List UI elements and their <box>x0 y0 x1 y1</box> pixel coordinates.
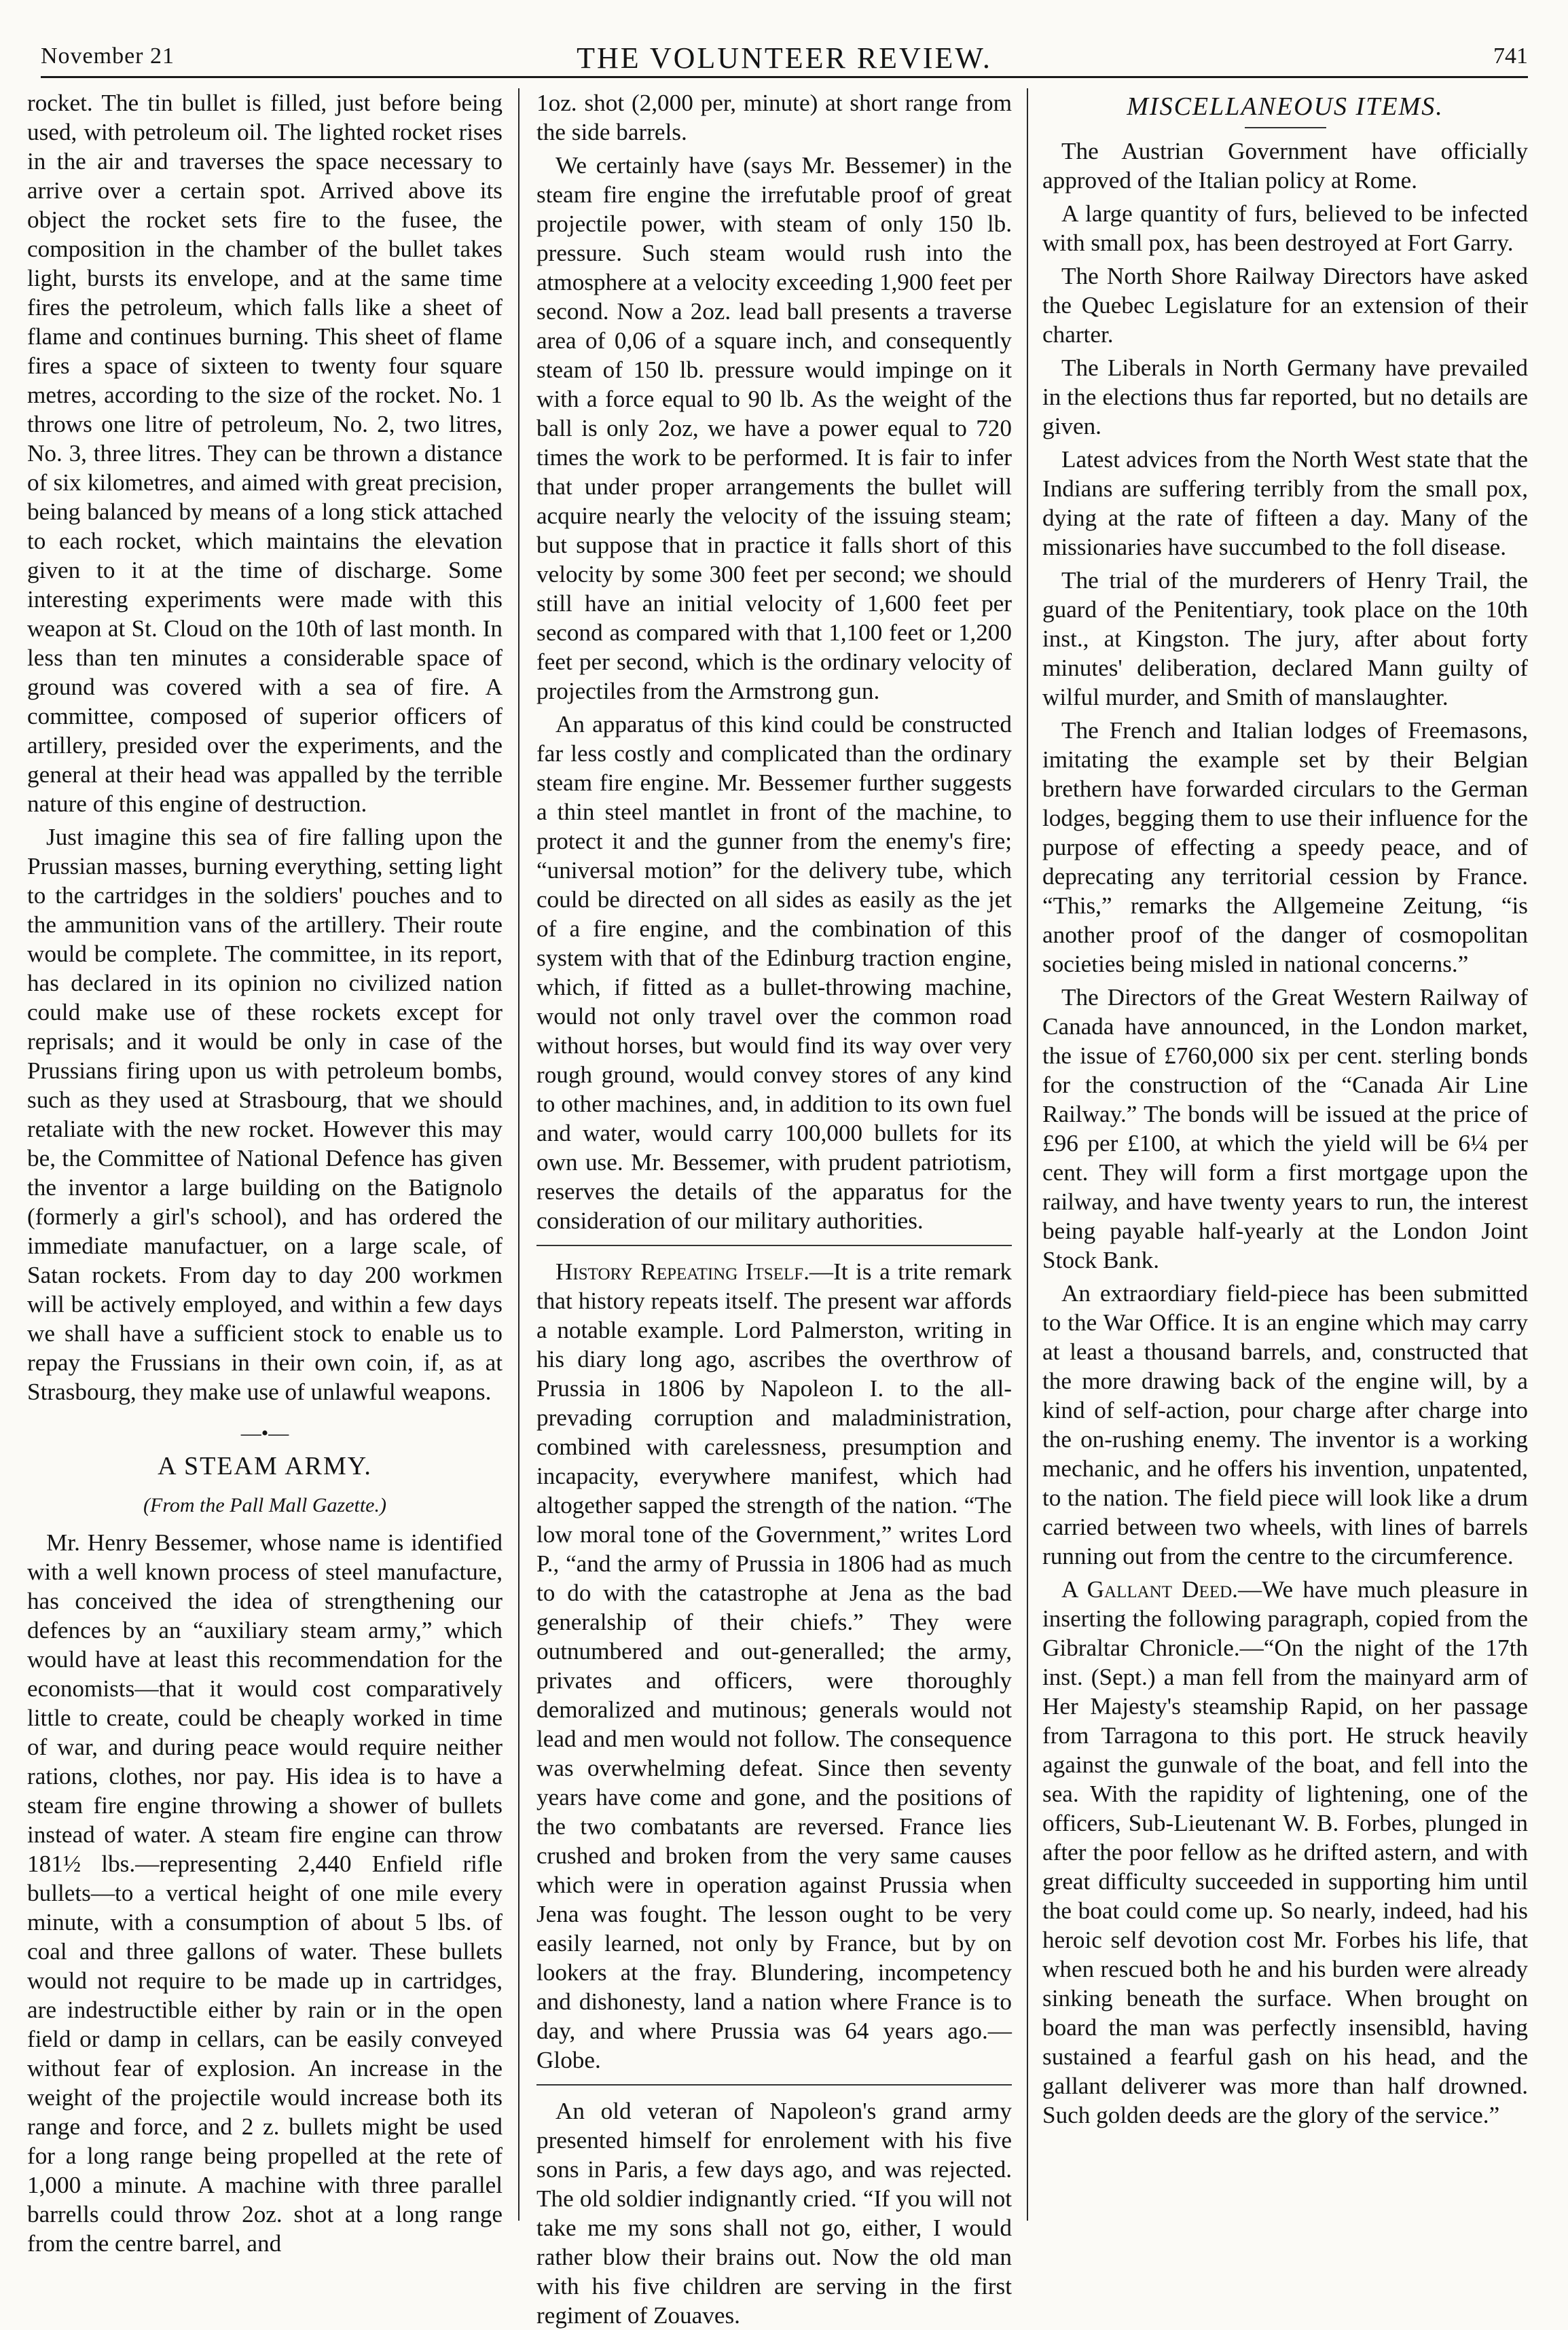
article-body: —We have much pleasure in inserting the following paragraph, copied from the Gibraltar Chronicle.—“On the night of the 17th inst. (Sept.) a man fell from the mainyard arm of Her Majesty's steamship Rapid, on her passage from Tarragona to this port. He struck heavily against the gunwale of the boat, and fell into the sea. With the rapidity of lightening, one of the officers, Sub-Lieutenant W. B. Forbes, plunged in after the poor fellow as he drifted astern, and with great difficulty succeeded in supporting him until the boat could come up. So nearly, indeed, had his heroic self devotion cost Mr. Forbes his life, that when rescued both he and his burden were already sinking beneath the surface. When brought on board the man was perfectly insensibld, having sustained a fearful gash on his head, and the gallant deliverer was more than half drowned. Such golden deeds are the glory of the service.” <box>1042 1576 1528 2128</box>
article-separator <box>536 2084 1012 2086</box>
article-body: —It is a trite remark that history repeats itself. The present war affords a notable example. Lord Palmerston, writing in his diary long ago, ascribes the overthrow of Prussia in 1806 by Napoleon I. to the all-prevading corruption and maladministration, combined with carelessness, presumption and incapacity, everywhere manifest, which had altogether sapped the strength of the nation. “The low moral tone of the Government,” writes Lord P., “and the army of Prussia in 1806 had as much to do with the catastrophe at Jena as the bad generalship of their chiefs.” They were outnumbered and out-generalled; the army, privates and officers, were thoroughly demoralized and mutinous; generals would not lead and men would not follow. The consequence was overwhelming defeat. Since then seventy years have come and gone, and the positions of the two combatants are reversed. France lies crushed and broken from the very same causes which were in operation against Prussia when Jena was fought. The lesson ought to be very easily learned, not only by France, but by on lookers at the fray. Blundering, incompetency and dishonesty, land a nation where France is to day, and where Prussia was 64 years ago.—Globe. <box>536 1258 1013 2073</box>
section-title: A STEAM ARMY. <box>158 1452 372 1480</box>
article-paragraph: An apparatus of this kind could be constructed far less costly and complicated than the ordinary steam fire engine. Mr. Bessemer further suggests a thin steel mantlet in front of the machine, to protect it and the gunner from the enemy's fire; “universal motion” for the delivery tube, which could be directed on all sides as easily as the jet of a fire engine, and the combination of this system with that of the Edinburg traction engine, which, if fitted as a bullet-throwing machine, would not only travel over the common road without horses, but would find its way over very rough ground, would convey stores of any kind to other machines, and, in addition to its own fuel and water, would carry 100,000 bullets for its own use. Mr. Bessemer, with prudent patriotism, reserves the details of the apparatus for the consideration of our military authorities. <box>536 711 1012 1234</box>
section-ornament: —•— <box>240 1422 289 1444</box>
column-middle <box>536 88 1013 2329</box>
article-paragraph: The Directors of the Great Western Railway of Canada have announced, in the London market, the issue of £760,000 six per cent. sterling bonds for the construction of the “Canada Air Line Railway.” The bonds will be issued at the price of £96 per £100, at which the yield will be 6¼ per cent. They will form a first mortgage upon the railway, and have twenty years to run, the interest being payable half-yearly at the London Joint Stock Bank. <box>1042 984 1528 1273</box>
column-right <box>1042 88 1528 2221</box>
article-paragraph <box>536 1257 1012 2075</box>
article-paragraph: rocket. The tin bullet is filled, just before being used, with petroleum oil. The lighted rocket rises in the air and traverses the space necessary to arrive over a certain spot. Arrived above its object the rocket sets fire to the fusee, the composition in the chamber of the bullet takes light, bursts its envelope, and at the same time fires the petroleum, which falls like a sheet of flame and continues burning. This sheet of flame fires a space of sixteen to twenty four square metres, according to the size of the rocket. No. 1 throws one litre of petroleum, No. 2, two litres, No. 3, three litres. They can be thrown a distance of six kilometres, and aimed with great precision, being balanced by means of a long stick attached to each rocket, which maintains the elevation given to it at the time of discharge. Some interesting experiments were made with this weapon at St. Cloud on the 10th of last month. In less than ten minutes a considerable space of ground was covered with a sea of fire. A committee, composed of superior officers of artillery, presided over the experiments, and the general at their head was appalled by the terrible nature of this engine of destruction. <box>27 90 503 817</box>
article-separator <box>536 1245 1012 1246</box>
heading-rule <box>1245 127 1326 128</box>
column-divider <box>518 88 519 2221</box>
article-paragraph: 1oz. shot (2,000 per, minute) at short range from the side barrels. <box>536 90 1012 145</box>
news-item: The Austrian Government have officially approved of the Italian policy at Rome. <box>1042 138 1528 194</box>
publication-title: THE VOLUNTEER REVIEW. <box>577 41 992 75</box>
page-header <box>41 41 1528 78</box>
issue-date: November 21 <box>41 43 175 69</box>
article-paragraph: An old veteran of Napoleon's grand army presented himself for enrolement with his five sons in Paris, a few days ago, and was rejected. The old soldier indignantly cried. “If you will not take me my sons shall not go, either, I would rather blow their brains out. Now the old man with his five children are serving in the first regiment of Zouaves. <box>536 2098 1012 2329</box>
news-item: The North Shore Railway Directors have asked the Quebec Legislature for an extension of their charter. <box>1042 263 1528 348</box>
article-lead: A Gallant Deed. <box>1061 1576 1238 1603</box>
article-paragraph: An extraordiary field-piece has been submitted to the War Office. It is an engine which may carry at least a thousand barrels, and, constructed that the more drawing back of the engine will, by a kind of self-action, pour charge after charge into the on-rushing enemy. The inventor is a working mechanic, and he offers his invention, unpatented, to the nation. The field piece will look like a drum carried between two wheels, with lines of barrels running out from the centre to the circumference. <box>1042 1280 1528 1569</box>
article-paragraph: We certainly have (says Mr. Bessemer) in the steam fire engine the irrefutable proof of great projectile power, with steam of only 150 lb. pressure. Such steam would rush into the atmosphere at a velocity exceeding 1,900 feet per second. Now a 2oz. lead ball presents a traverse area of 0,06 of a square inch, and consequently steam of 150 lb. pressure would impinge on it with a force equal to 90 lb. As the weight of the ball is only 2oz, we have a power equal to 720 times the work to be performed. It is fair to infer that under proper arrangements the bullet will acquire nearly the velocity of the issuing steam; but suppose that in practice it falls short of this velocity by some 300 feet per second; we should still have an initial velocity of 1,600 feet per second as compared with that 1,100 feet or 1,200 feet per second, which is the ordinary velocity of projectiles from the Armstrong gun. <box>536 152 1012 704</box>
article-paragraph <box>1042 1575 1528 2130</box>
section-title: MISCELLANEOUS ITEMS. <box>1127 92 1444 121</box>
news-item: Latest advices from the North West state that the Indians are suffering terribly from the small pox, dying at the rate of fifteen a day. Many of the missionaries have succumbed to the foll disease. <box>1042 446 1528 560</box>
page-number: 741 <box>1493 43 1528 69</box>
section-source: (From the Pall Mall Gazette.) <box>143 1494 386 1516</box>
article-paragraph: Just imagine this sea of fire falling upon the Prussian masses, burning everything, setting light to the cartridges in the soldiers' pouches and to the ammunition vans of the artillery. Their route would be complete. The committee, in its report, has declared in its opinion no civilized nation could make use of these rockets except for reprisals; and it would be only in case of the Prussians firing upon us with petroleum bombs, such as they used at Strasbourg, that we should retaliate with the new rocket. However this may be, the Committee of National Defence has given the inventor a large building on the Batignolo (formerly a girl's school), and has ordered the immediate manufactuer, on a large scale, of Satan rockets. From day to day 200 workmen will be actively employed, and within a few days we shall have a sufficient stock to enable us to repay the Frussians in their own coin, if, as at Strasbourg, they make use of unlawful weapons. <box>27 824 503 1405</box>
column-left <box>27 88 503 2257</box>
news-item: The Liberals in North Germany have prevailed in the elections thus far reported, but no details are given. <box>1042 354 1528 439</box>
column-divider <box>1027 88 1028 2221</box>
article-paragraph: The French and Italian lodges of Freemasons, imitating the example set by their Belgian brethern have forwarded circulars to the German lodges, begging them to use their influence for the purpose of effecting a speedy peace, and of deprecating any territorial cession by France. “This,” remarks the Allgemeine Zeitung, “is another proof of the danger of cosmopolitan societies being misled in national concerns.” <box>1042 717 1528 977</box>
news-item: A large quantity of furs, believed to be infected with small pox, has been destroyed at Fort Garry. <box>1042 200 1528 256</box>
article-paragraph: Mr. Henry Bessemer, whose name is identified with a well known process of steel manufacture, has conceived the idea of strengthening our defences by an “auxiliary steam army,” which would have at least this recommendation for the economists—that it would cost comparatively little to create, could be cheaply worked in time of war, and during peace would require neither rations, clothes, nor pay. His idea is to have a steam fire engine throwing a shower of bullets instead of water. A steam fire engine can throw 181½ lbs.—representing 2,440 Enfield rifle bullets—to a vertical height of one mile every minute, with a consumption of about 5 lbs. of coal and three gallons of water. These bullets would not require to be made up in cartridges, are indestructible either by rain or in the open field or damp in cellars, can be easily conveyed without fear of explosion. An increase in the weight of the projectile would increase both its range and force, and 2 z. bullets might be used for a long range being propelled at the rete of 1,000 a minute. A machine with three parallel barrells could throw 2oz. shot at a long range from the centre barrel, and <box>27 1529 503 2257</box>
article-paragraph: The trial of the murderers of Henry Trail, the guard of the Penitentiary, took place on the 10th inst., at Kingston. The jury, after about forty minutes' deliberation, declared Mann guilty of wilful murder, and Smith of manslaughter. <box>1042 567 1528 710</box>
article-lead: History Repeating Itself. <box>555 1258 809 1285</box>
